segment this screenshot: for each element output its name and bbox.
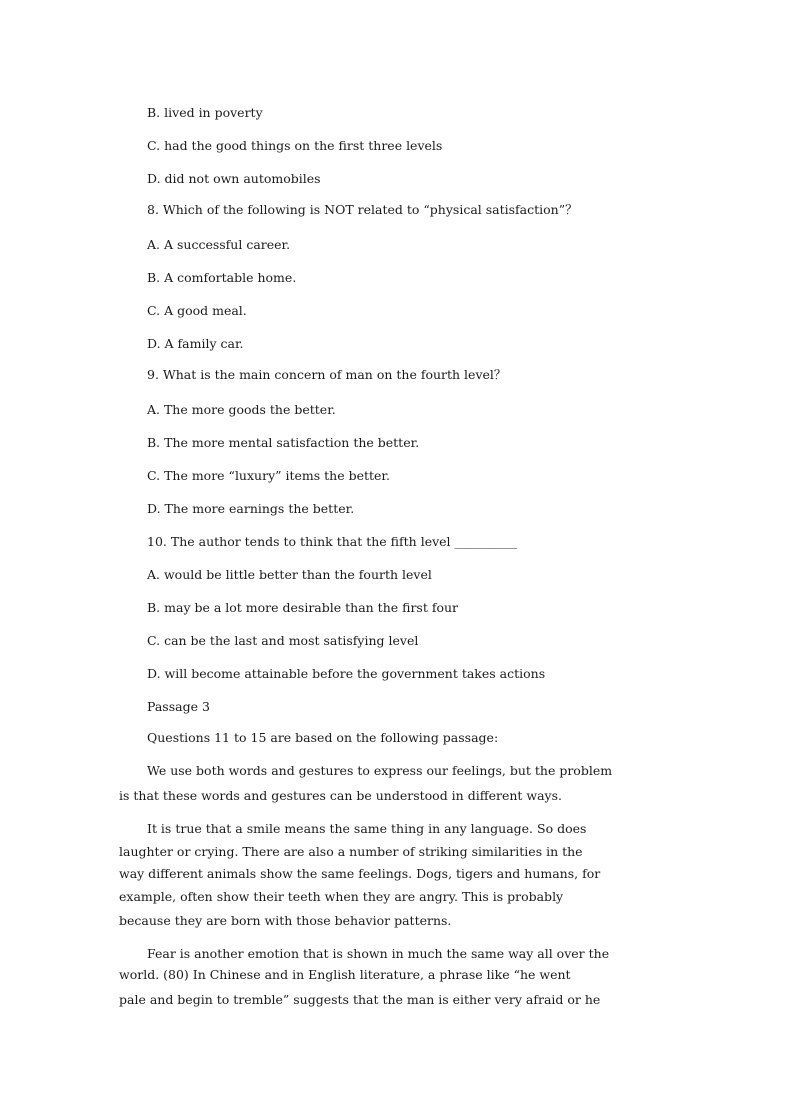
paragraph-2-line: It is true that a smile means the same thing in any language. So does xyxy=(147,821,587,836)
paragraph-3-line: pale and begin to tremble” suggests that the man is either very afraid or he xyxy=(119,992,601,1007)
paragraph-2-line: way different animals show the same feelings. Dogs, tigers and humans, for xyxy=(119,866,601,881)
option-10c: C. can be the last and most satisfying level xyxy=(147,633,419,648)
option-9b: B. The more mental satisfaction the better. xyxy=(147,435,420,450)
option-8d: D. A family car. xyxy=(147,336,244,351)
option-7c: C. had the good things on the first three levels xyxy=(147,138,443,153)
option-10b: B. may be a lot more desirable than the first four xyxy=(147,600,459,615)
option-9d: D. The more earnings the better. xyxy=(147,501,355,516)
option-8b: B. A comfortable home. xyxy=(147,270,297,285)
passage-heading: Passage 3 xyxy=(147,699,210,714)
option-8a: A. A successful career. xyxy=(147,237,291,252)
paragraph-2-line: example, often show their teeth when they are angry. This is probably xyxy=(119,889,564,904)
paragraph-2-line: because they are born with those behavior patterns. xyxy=(119,913,452,928)
option-10d: D. will become attainable before the government takes actions xyxy=(147,666,546,681)
question-10: 10. The author tends to think that the fifth level __________ xyxy=(147,534,518,549)
paragraph-1-line: We use both words and gestures to express our feelings, but the problem xyxy=(147,763,613,778)
paragraph-2-line: laughter or crying. There are also a number of striking similarities in the xyxy=(119,844,583,859)
option-7d: D. did not own automobiles xyxy=(147,171,321,186)
question-9: 9. What is the main concern of man on the fourth level？ xyxy=(147,367,507,382)
option-10a: A. would be little better than the fourth level xyxy=(147,567,432,582)
option-8c: C. A good meal. xyxy=(147,303,247,318)
option-9a: A. The more goods the better. xyxy=(147,402,336,417)
option-9c: C. The more “luxury” items the better. xyxy=(147,468,391,483)
paragraph-3-line: Fear is another emotion that is shown in much the same way all over the xyxy=(147,946,610,961)
paragraph-3-line: world. (80) In Chinese and in English literature, a phrase like “he went xyxy=(119,967,571,982)
passage-instructions: Questions 11 to 15 are based on the following passage: xyxy=(147,730,499,745)
option-7b: B. lived in poverty xyxy=(147,105,263,120)
paragraph-1-line: is that these words and gestures can be understood in different ways. xyxy=(119,788,562,803)
question-8: 8. Which of the following is NOT related to “physical satisfaction”？ xyxy=(147,202,578,217)
